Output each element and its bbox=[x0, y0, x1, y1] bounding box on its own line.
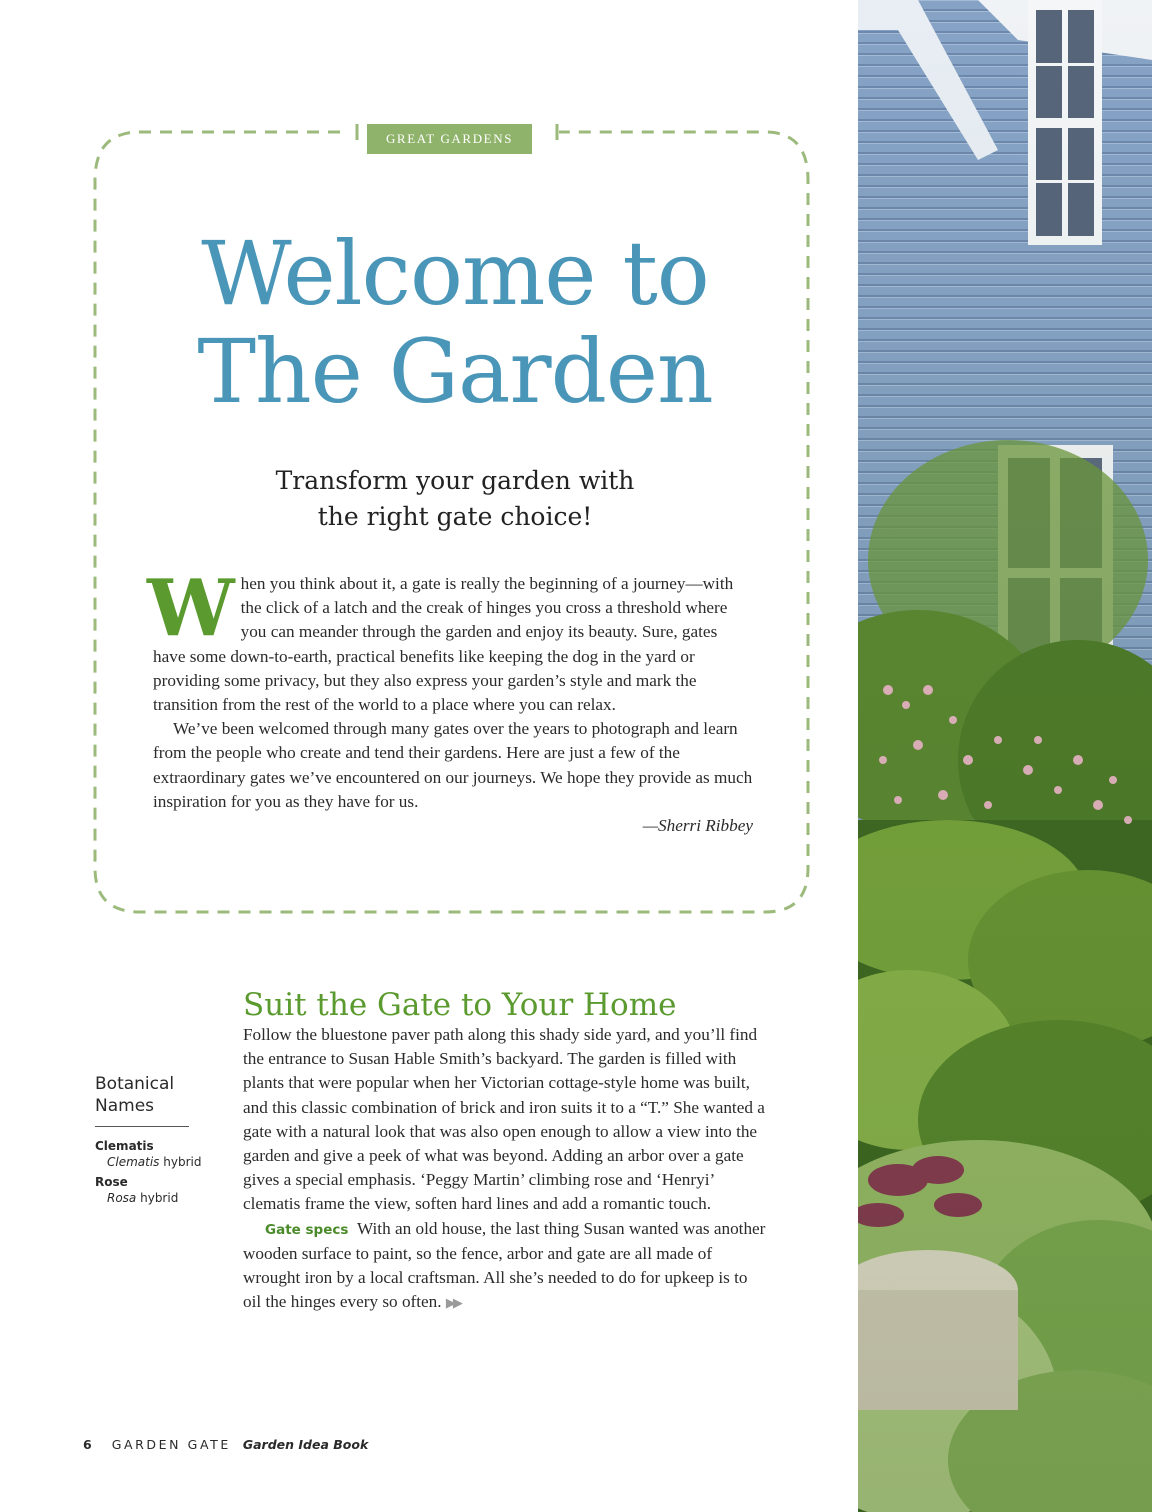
article-heading: Suit the Gate to Your Home bbox=[243, 987, 677, 1023]
page-footer bbox=[83, 1437, 368, 1452]
photo-illustration bbox=[858, 0, 1152, 1512]
section-tag: GREAT GARDENS bbox=[367, 124, 532, 154]
author-signature: —Sherri Ribbey bbox=[642, 816, 753, 836]
intro-paragraph-1: hen you think about it, a gate is really the beginning of a journey—with the click of a latch and the creak of hinges you cross a threshold where you can meander through the garden and enjoy its beauty. Sure, gates have some down-to-earth, practical benefits like keeping the dog in the yard or providing some privacy, but they also express your garden’s style and mark the transition from the rest of the world to a place where you can relax. bbox=[153, 574, 734, 715]
page-title bbox=[95, 222, 815, 423]
botanical-names-list bbox=[95, 1138, 235, 1210]
drop-cap: W bbox=[147, 563, 235, 654]
latin-name bbox=[95, 1190, 235, 1206]
subtitle-line-2: the right gate choice! bbox=[317, 502, 593, 531]
gate-specs-lead-in: Gate specs bbox=[265, 1221, 349, 1238]
common-name: Clematis bbox=[95, 1139, 154, 1153]
intro-text bbox=[147, 563, 753, 838]
latin-suffix: hybrid bbox=[136, 1191, 179, 1205]
latin-name bbox=[95, 1154, 235, 1170]
page-subtitle bbox=[95, 463, 815, 535]
intro-paragraph-2: We’ve been welcomed through many gates over the years to photograph and learn from the people who create and tend their gardens. Here are just a few of the extraordinary gates we’ve encountered on our journeys. We hope they provide as much inspiration for you as they have for us. bbox=[153, 719, 753, 811]
magazine-name: GARDEN GATE bbox=[111, 1437, 231, 1452]
sidebar-divider bbox=[95, 1126, 189, 1127]
subtitle-line-1: Transform your garden with bbox=[275, 466, 635, 495]
common-name: Rose bbox=[95, 1175, 128, 1189]
article-body bbox=[243, 1023, 768, 1316]
title-line-1: Welcome to bbox=[201, 222, 709, 325]
book-title: Garden Idea Book bbox=[242, 1437, 369, 1452]
latin-genus: Clematis bbox=[107, 1155, 160, 1169]
article-paragraph-2 bbox=[243, 1217, 768, 1317]
sidebar-title-line-2: Names bbox=[95, 1096, 155, 1116]
latin-suffix: hybrid bbox=[159, 1155, 202, 1169]
page-number: 6 bbox=[83, 1437, 92, 1452]
article-paragraph-2-text: With an old house, the last thing Susan wanted was another wooden surface to paint, so the fence, arbor and gate are all made of wrought iron by a local craftsman. All she’s needed to do for upkeep is to oil the hinges every so often. bbox=[243, 1218, 766, 1312]
list-item bbox=[95, 1138, 235, 1170]
latin-genus: Rosa bbox=[107, 1191, 137, 1205]
sidebar-title-line-1: Botanical bbox=[95, 1074, 175, 1094]
continue-arrows-icon: ▶▶ bbox=[445, 1296, 460, 1312]
article-paragraph-1: Follow the bluestone paver path along this shady side yard, and you’ll find the entrance to Susan Hable Smith’s backyard. The garden is filled with plants that were popular when her Victorian cottage-style home was built, and this classic combination of brick and iron suits it to a “T.” She wanted a gate with a natural look that was also open enough to allow a view into the garden and give a peek of what was beyond. Adding an arbor over a gate gives a special emphasis. ‘Peggy Martin’ climbing rose and ‘Henryi’ clematis frame the view, soften hard lines and add a romantic touch. bbox=[243, 1025, 765, 1214]
garden-house-photo bbox=[858, 0, 1152, 1512]
title-line-2: The Garden bbox=[197, 320, 713, 423]
sidebar-title bbox=[95, 1073, 195, 1117]
list-item bbox=[95, 1174, 235, 1206]
